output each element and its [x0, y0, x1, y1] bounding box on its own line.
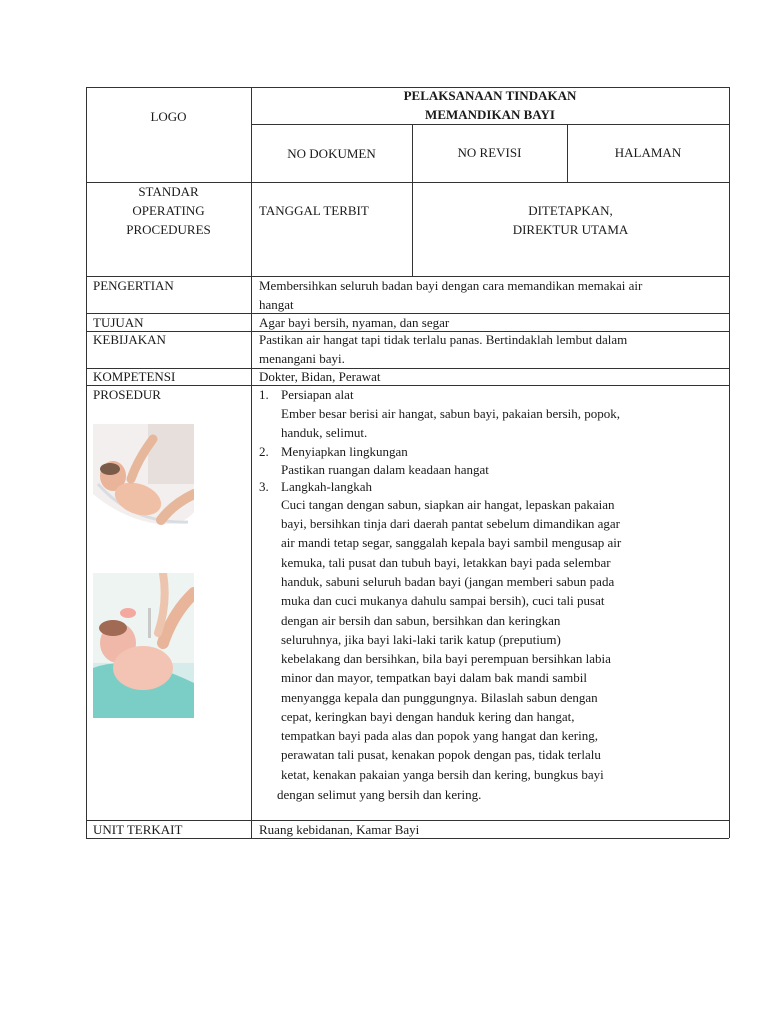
step-number: 1.	[259, 387, 269, 402]
ditetapkan-label: DITETAPKAN,	[528, 203, 613, 218]
step-text: handuk, sabuni seluruh badan bayi (jangan memberi sabun pada	[281, 574, 615, 589]
kebijakan-text: Pastikan air hangat tapi tidak terlalu panas. Bertindaklah lembut dalam	[259, 332, 628, 347]
no-revisi-label: NO REVISI	[457, 145, 522, 160]
sop-label: PROCEDURES	[126, 222, 211, 237]
tanggal-terbit-label: TANGGAL TERBIT	[259, 203, 369, 218]
kompetensi-text: Dokter, Bidan, Perawat	[259, 369, 381, 384]
table-divider	[86, 368, 729, 369]
sop-label: STANDAR	[138, 184, 199, 199]
pengertian-text: hangat	[259, 297, 294, 312]
step-title: Persiapan alat	[281, 387, 354, 402]
step-text: kebelakang dan bersihkan, bila bayi perempuan bersihkan labia	[281, 651, 611, 666]
step-text: seluruhnya, jika bayi laki-laki tarik katup (preputium)	[281, 632, 561, 647]
tujuan-label: TUJUAN	[93, 315, 144, 330]
pengertian-text: Membersihkan seluruh badan bayi dengan cara memandikan memakai air	[259, 278, 643, 293]
step-text: menyangga kepala dan punggungnya. Bilaslah sabun dengan	[281, 690, 598, 705]
unit-terkait-label: UNIT TERKAIT	[93, 822, 183, 837]
step-title: Langkah-langkah	[281, 479, 372, 494]
baby-care-image	[93, 573, 194, 718]
step-text: ketat, kenakan pakaian yanga bersih dan kering, bungkus bayi	[281, 767, 604, 782]
step-text: tempatkan bayi pada alas dan popok yang hangat dan kering,	[281, 728, 598, 743]
kebijakan-label: KEBIJAKAN	[93, 332, 166, 347]
step-title: Menyiapkan lingkungan	[281, 444, 408, 459]
halaman-label: HALAMAN	[614, 145, 682, 160]
step-number: 2.	[259, 444, 269, 459]
step-text: kemuka, tali pusat dan tubuh bayi, letakkan bayi pada selembar	[281, 555, 611, 570]
table-border	[729, 87, 730, 838]
logo-placeholder: LOGO	[150, 109, 187, 124]
step-text: dengan selimut yang bersih dan kering.	[277, 787, 482, 802]
tujuan-text: Agar bayi bersih, nyaman, dan segar	[259, 315, 450, 330]
table-divider	[86, 385, 729, 386]
document-title: PELAKSANAAN TINDAKAN	[403, 88, 577, 103]
step-text: air mandi tetap segar, sanggalah kepala bayi sambil mengusap air	[281, 535, 622, 550]
step-number: 3.	[259, 479, 269, 494]
sop-label: OPERATING	[132, 203, 205, 218]
direktur-label: DIREKTUR UTAMA	[512, 222, 629, 237]
document-title: MEMANDIKAN BAYI	[425, 107, 555, 122]
step-text: perawatan tali pusat, kenakan popok dengan pas, tidak terlalu	[281, 747, 601, 762]
baby-bath-image	[93, 424, 194, 552]
pengertian-label: PENGERTIAN	[93, 278, 174, 293]
prosedur-label: PROSEDUR	[93, 387, 161, 402]
kompetensi-label: KOMPETENSI	[93, 369, 176, 384]
no-dokumen-label: NO DOKUMEN	[287, 146, 376, 161]
unit-terkait-text: Ruang kebidanan, Kamar Bayi	[259, 822, 420, 837]
table-divider	[251, 87, 252, 838]
step-text: Pastikan ruangan dalam keadaan hangat	[281, 462, 489, 477]
step-text: muka dan cuci mukanya dahulu sampai bersih), cuci tali pusat	[281, 593, 605, 608]
step-text: cepat, keringkan bayi dengan handuk kering dan hangat,	[281, 709, 575, 724]
baby-bath-photo	[93, 424, 194, 552]
kebijakan-text: menangani bayi.	[259, 351, 345, 366]
table-divider	[251, 124, 729, 125]
step-text: Ember besar berisi air hangat, sabun bayi, pakaian bersih, popok,	[281, 406, 620, 421]
step-text: Cuci tangan dengan sabun, siapkan air hangat, lepaskan pakaian	[281, 497, 615, 512]
baby-care-photo	[93, 573, 194, 718]
step-text: bayi, bersihkan tinja dari daerah pantat sebelum dimandikan agar	[281, 516, 620, 531]
step-text: dengan air bersih dan sabun, bersihkan dan keringkan	[281, 613, 561, 628]
step-text: minor dan mayor, tempatkan bayi dalam bak mandi sambil	[281, 670, 587, 685]
step-text: handuk, selimut.	[281, 425, 368, 440]
